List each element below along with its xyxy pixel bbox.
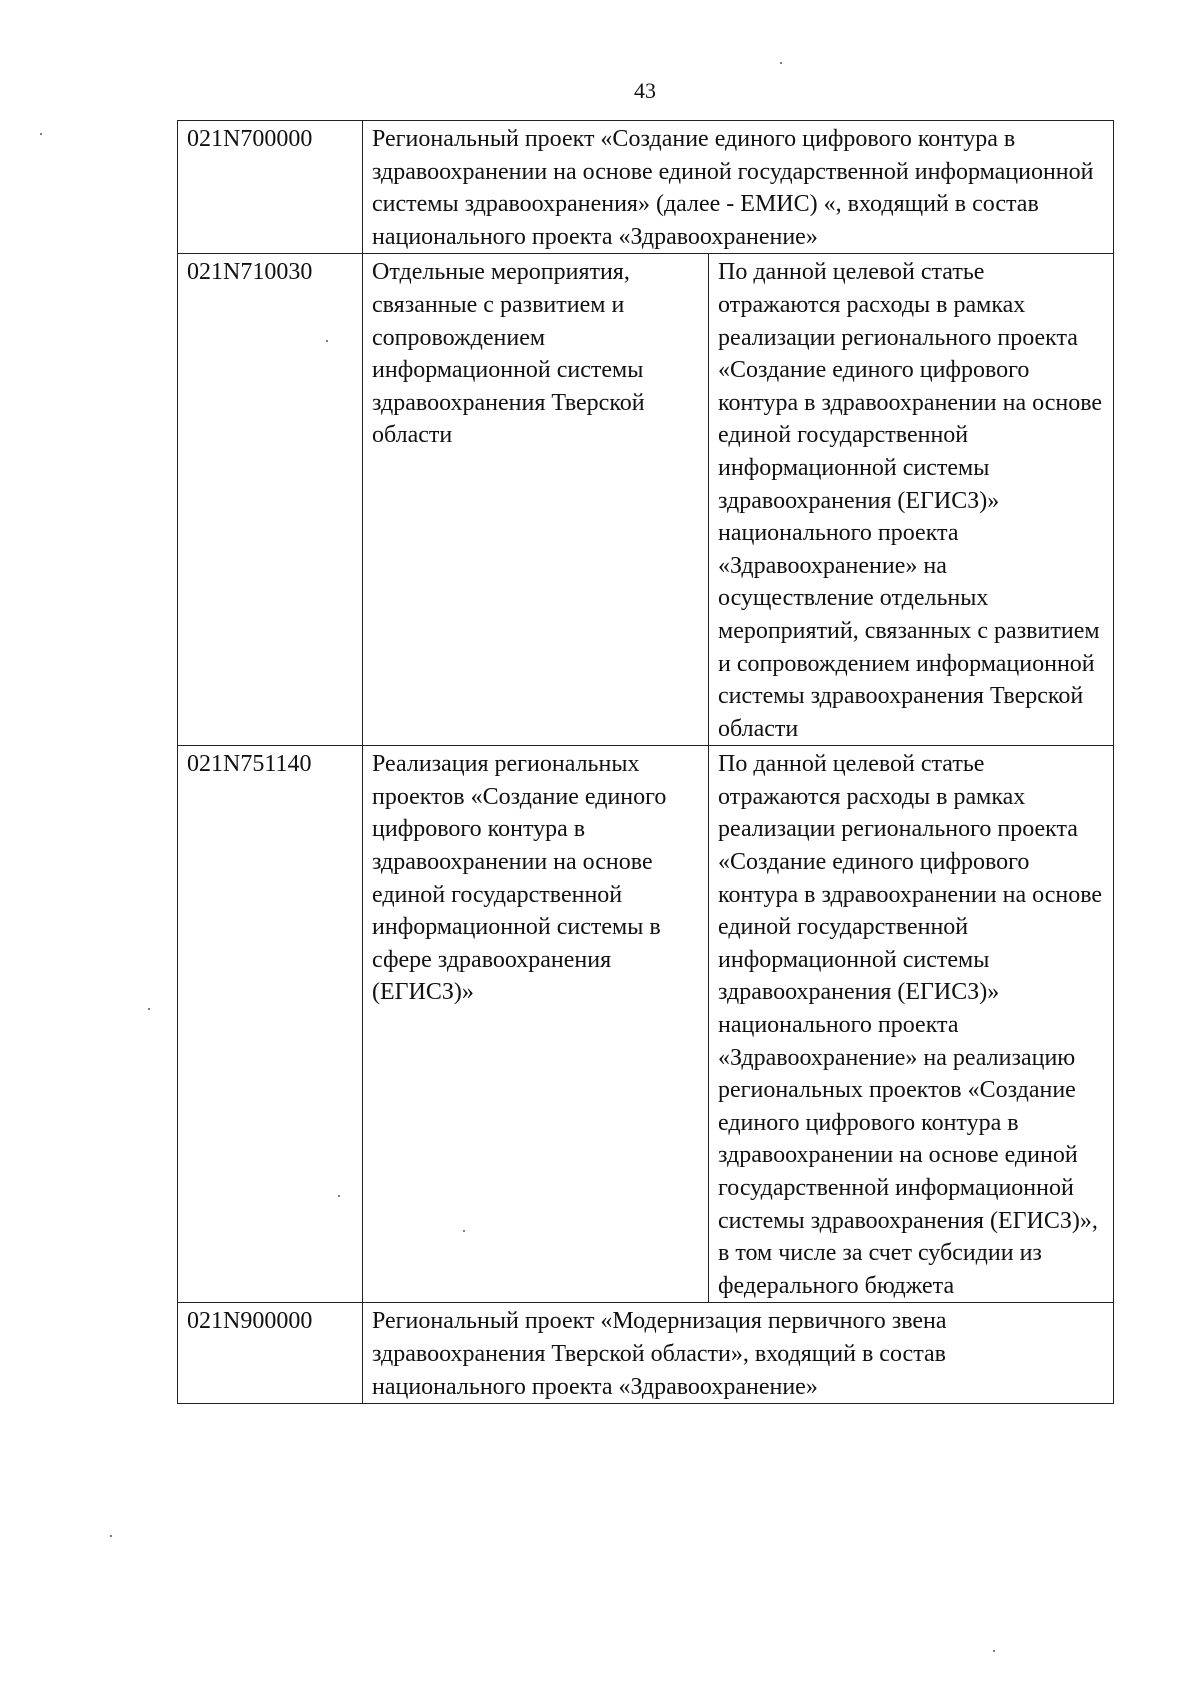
scan-speck <box>338 1195 340 1197</box>
scan-speck <box>326 340 328 342</box>
target-article-description: По данной целевой статье отражаются расходы в рамках реализации регионального проекта «Создание единого цифрового контура в здравоохранении на основе единой государственной информационной системы здравоохранения (ЕГИСЗ)» национального проекта «Здравоохранение» на осуществление отдельных мероприятий, связанных с развитием и сопровождением информационной системы здравоохранения Тверской области <box>709 254 1114 746</box>
target-article-name: Отдельные мероприятия, связанные с развитием и сопровождением информационной системы здравоохранения Тверской области <box>363 254 709 746</box>
page-number: 43 <box>634 78 656 103</box>
scan-speck <box>780 62 782 64</box>
target-article-code: 021N700000 <box>178 121 363 254</box>
target-article-name: Реализация региональных проектов «Создание единого цифрового контура в здравоохранении на основе единой государственной информационной системы в сфере здравоохранения (ЕГИСЗ)» <box>363 746 709 1303</box>
budget-classification-table <box>177 120 1114 1404</box>
table-row <box>178 121 1114 254</box>
scan-speck <box>993 1650 995 1652</box>
target-article-name: Региональный проект «Модернизация первичного звена здравоохранения Тверской области», входящий в состав национального проекта «Здравоохранение» <box>363 1303 1114 1404</box>
target-article-description: По данной целевой статье отражаются расходы в рамках реализации регионального проекта «Создание единого цифрового контура в здравоохранении на основе единой государственной информационной системы здравоохранения (ЕГИСЗ)» национального проекта «Здравоохранение» на реализацию региональных проектов «Создание единого цифрового контура в здравоохранении на основе единой государственной информационной системы здравоохранения (ЕГИСЗ)», в том числе за счет субсидии из федерального бюджета <box>709 746 1114 1303</box>
scan-speck <box>463 1230 465 1232</box>
table-row <box>178 746 1114 1303</box>
scan-speck <box>40 133 42 135</box>
target-article-name: Региональный проект «Создание единого цифрового контура в здравоохранении на основе единой государственной информационной системы здравоохранения» (далее - ЕМИС) «, входящий в состав национального проекта «Здравоохранение» <box>363 121 1114 254</box>
target-article-code: 021N900000 <box>178 1303 363 1404</box>
target-article-code: 021N710030 <box>178 254 363 746</box>
target-article-code: 021N751140 <box>178 746 363 1303</box>
scan-speck <box>148 1008 150 1010</box>
table-row <box>178 1303 1114 1404</box>
scan-speck <box>110 1535 112 1537</box>
table-row <box>178 254 1114 746</box>
